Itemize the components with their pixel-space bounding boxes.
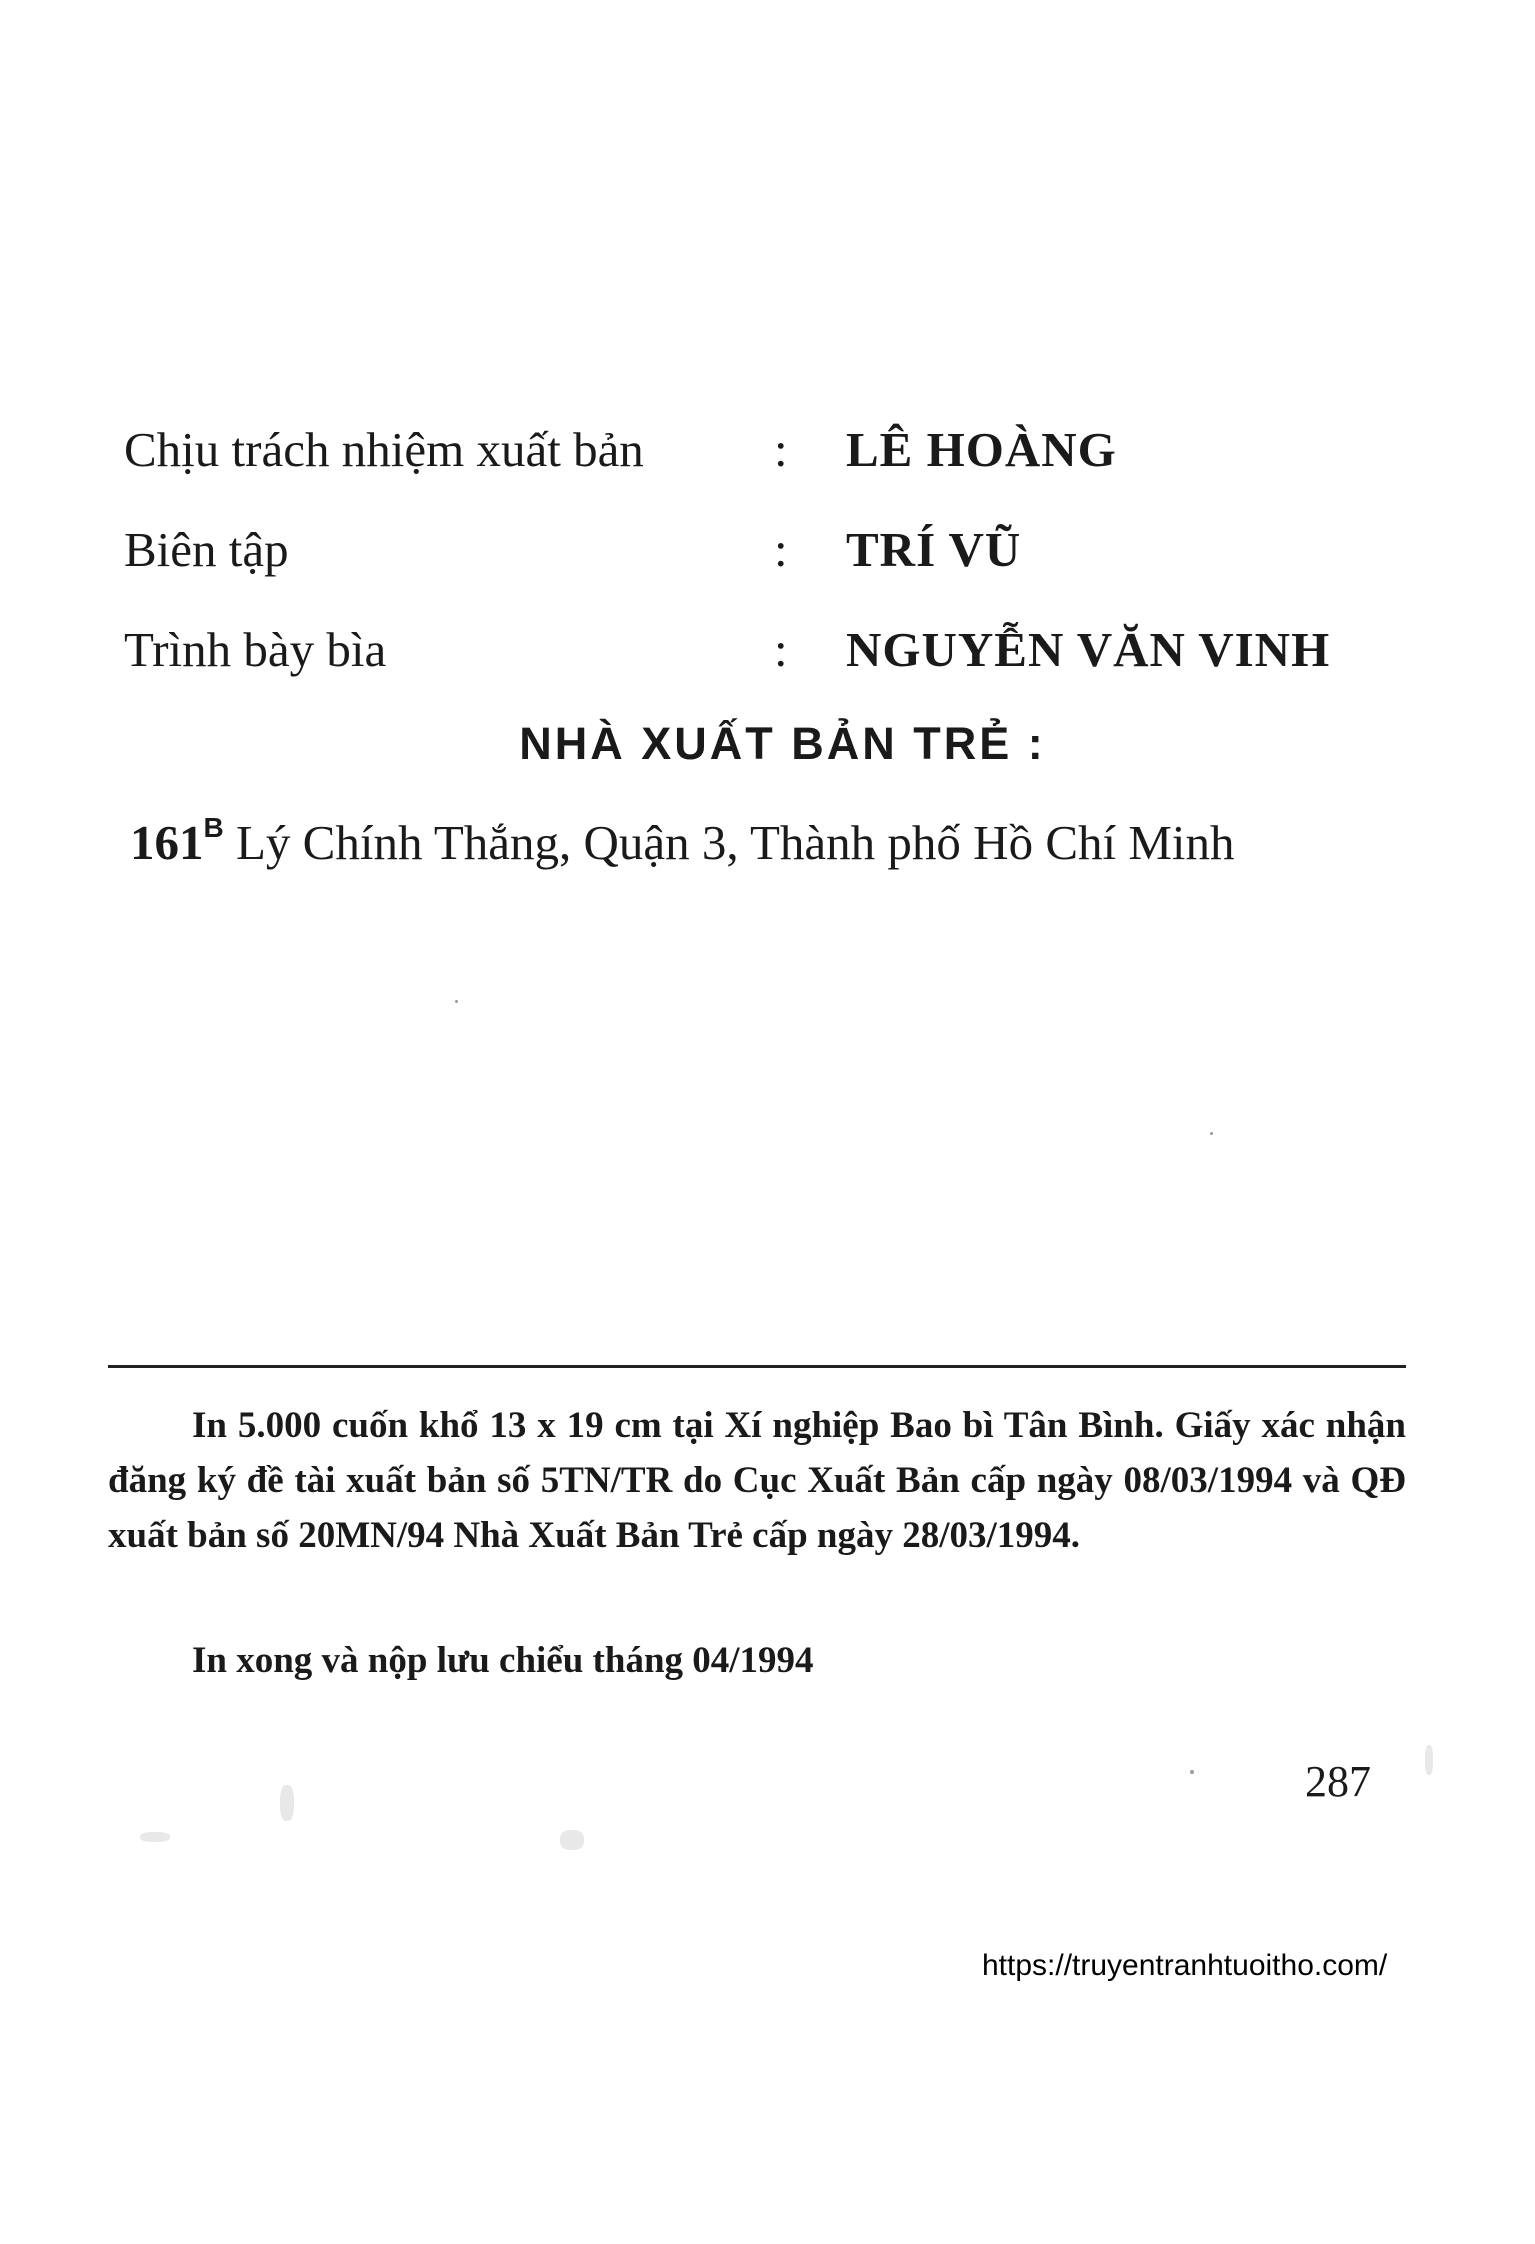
credits-block (124, 420, 1414, 720)
credit-value: NGUYỄN VĂN VINH (846, 622, 1331, 677)
address-superscript: B (203, 812, 224, 843)
credit-value: LÊ HOÀNG (846, 422, 1117, 477)
scan-speck (1210, 1132, 1213, 1135)
credit-colon: : (774, 622, 788, 677)
page-number: 287 (1305, 1757, 1371, 1806)
credit-label: Chịu trách nhiệm xuất bản (124, 422, 644, 477)
credit-label: Biên tập (124, 522, 289, 577)
address-number: 161 (130, 815, 204, 870)
scan-speck (455, 1000, 458, 1003)
credit-colon: : (774, 522, 788, 577)
credit-row-editor (124, 520, 1414, 620)
scan-smudge (1425, 1745, 1433, 1775)
credit-row-publisher-responsible (124, 420, 1414, 520)
colophon-deposit-info: In xong và nộp lưu chiểu tháng 04/1994 (192, 1640, 814, 1681)
credit-value: TRÍ VŨ (846, 522, 1022, 577)
publisher-name: NHÀ XUẤT BẢN TRẺ : (519, 718, 1046, 769)
scan-smudge (140, 1832, 170, 1842)
credit-label: Trình bày bìa (124, 622, 387, 677)
colophon-print-info: In 5.000 cuốn khổ 13 x 19 cm tại Xí nghiệp Bao bì Tân Bình. Giấy xác nhận đăng ký đề tài xuất bản số 5TN/TR do Cục Xuất Bản cấp ngày 08/03/1994 và QĐ xuất bản số 20MN/94 Nhà Xuất Bản Trẻ cấp ngày 28/03/1994. (108, 1405, 1406, 1556)
credit-row-cover-design (124, 620, 1414, 720)
scan-speck (1190, 1770, 1194, 1774)
source-url-watermark: https://truyentranhtuoitho.com/ (982, 1949, 1388, 1982)
scan-smudge (280, 1785, 294, 1821)
publisher-address (130, 798, 1235, 873)
scan-smudge (560, 1830, 584, 1850)
credit-colon: : (774, 422, 788, 477)
address-street: Lý Chính Thắng, Quận 3, Thành phố Hồ Chí Minh (223, 815, 1235, 870)
divider-line (108, 1365, 1406, 1368)
